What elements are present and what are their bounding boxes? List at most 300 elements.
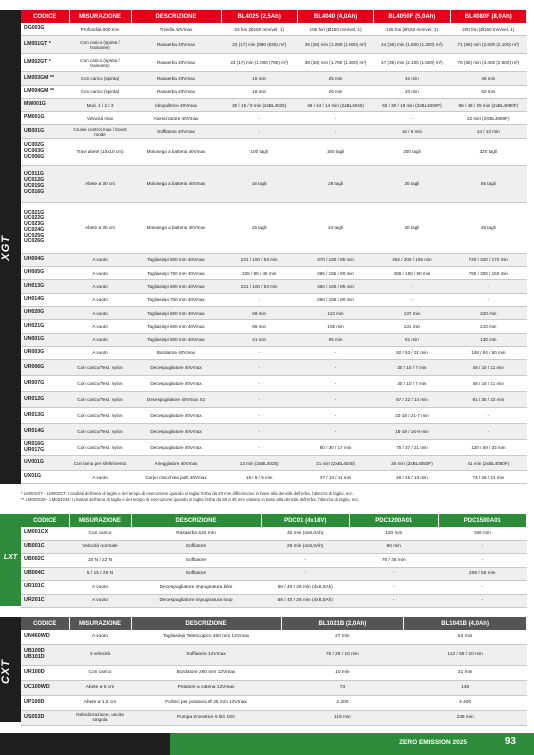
table-cell: 25 min (297, 72, 373, 85)
table-cell: Bordatore 40Vmax (131, 346, 221, 359)
column-header: BL4080F (8,0Ah) (450, 10, 526, 23)
table-cell: 76 (56) min (3.400 (2.500) m²) (450, 54, 526, 72)
column-header: PDC1500A01 (438, 514, 527, 527)
table-cell: 18-19 / 16-9 min (374, 424, 450, 440)
table-row (21, 456, 527, 471)
product-code: UP100D (21, 696, 69, 711)
table-row (21, 440, 527, 456)
table-cell: Decespugliatore 40Vmax (131, 408, 221, 424)
table-cell: 66 min (221, 320, 297, 333)
table-cell: Forbici per potatura Ø 25 mm 12Vmax (131, 696, 281, 711)
page-footer (0, 733, 534, 755)
xgt-runtime-table (21, 10, 527, 484)
table-row (21, 527, 527, 540)
table-cell: 48 / 16 / 11 min (450, 376, 526, 392)
table-cell: 100 tagli (221, 138, 297, 165)
table-cell: Soffiatore 12Vmax (131, 645, 281, 666)
table-cell: - (297, 125, 373, 138)
xgt-logo: XGT (0, 235, 12, 261)
table-cell: 22 (17) min (880 (625) m²) (221, 36, 297, 54)
page-number: 93 (504, 736, 516, 747)
table-cell: 47 (35) min (2.100 (1.500) m²) (374, 54, 450, 72)
table-cell: 31 min (374, 72, 450, 85)
table-row (21, 376, 527, 392)
column-header: BL4050F (5,0Ah) (374, 10, 450, 23)
table-cell: Con carico/Test. nylon (69, 392, 131, 408)
table-cell: 46 / 16 / 13 min (374, 471, 450, 484)
table-cell: 28 min (4x6,0Ah) (261, 540, 350, 554)
table-cell: A vuoto (69, 267, 131, 280)
product-code: UR013G (21, 408, 69, 424)
table-cell: 10 min (281, 666, 404, 681)
table-cell: Tagliasiepi 500 mm 40Vmax (131, 306, 221, 319)
table-cell: 15 N / 22 N (69, 554, 131, 568)
product-code: LM001CX (21, 527, 69, 540)
table-cell: - (297, 392, 373, 408)
table-cell: - (221, 408, 297, 424)
product-code: LM003GM ** (21, 72, 69, 85)
table-cell: 57 / 22 / 14 min (374, 392, 450, 408)
table-row (21, 630, 527, 645)
column-header: MISURAZIONE (69, 514, 131, 527)
table-cell: Pompa irroratrice 5 litri 18V (131, 711, 281, 726)
table-cell: Atomizzatore 40Vmax (131, 112, 221, 125)
table-row (21, 424, 527, 440)
column-header: DESCRIZIONE (131, 10, 221, 23)
product-code: UB001G (21, 125, 69, 138)
table-row (21, 392, 527, 408)
product-code: UC100WD (21, 681, 69, 696)
table-cell: Trivella 40Vmax (131, 23, 221, 36)
table-cell: - (438, 554, 527, 568)
table-cell: 35 (28) min (1.280 (1.000) m²) (297, 36, 373, 54)
table-cell: 137 min (374, 306, 450, 319)
table-cell: Corpo macchina pulti 40Vmax (131, 471, 221, 484)
table-cell: 60 / 30 / 18 min (2xBL4050F) (374, 98, 450, 111)
cxt-runtime-table (21, 617, 527, 726)
table-cell: 76 / 45 min (350, 554, 439, 568)
column-header: BL1041B (4,0Ah) (404, 617, 527, 630)
table-cell: 231 / 100 / 53 min (221, 280, 297, 293)
table-cell: 15 tagli (221, 202, 297, 253)
table-cell: - (438, 581, 527, 595)
table-cell: 210 min (450, 320, 526, 333)
table-cell: Tagliasiepi 600 mm 40Vmax (131, 253, 221, 266)
table-cell: 130 min (450, 333, 526, 346)
table-cell: 69 min (221, 306, 297, 319)
table-cell: - (221, 376, 297, 392)
table-cell: Abete ø 30 cm (69, 202, 131, 253)
table-cell: 22-18 / 21-7 min (374, 408, 450, 424)
table-cell: Soffiatore (131, 540, 261, 554)
product-code: UV001G (21, 456, 69, 471)
table-cell: A vuoto (69, 306, 131, 319)
table-cell: Tagliasiepi 750 mm 40Vmax (131, 293, 221, 306)
table-cell: - (450, 280, 526, 293)
table-cell: 73 (281, 681, 404, 696)
table-cell: 156 min (438, 527, 527, 540)
table-cell: Con carico/Test. nylon (69, 360, 131, 376)
table-cell: - (261, 567, 350, 581)
table-cell: - (221, 360, 297, 376)
table-cell: Soffiatore (131, 567, 261, 581)
table-cell: Tagliasiepi 600 mm 40Vmax (131, 333, 221, 346)
table-cell: - (450, 424, 526, 440)
table-row (21, 54, 527, 72)
table-row (21, 681, 527, 696)
table-cell: 160 tagli (297, 138, 373, 165)
column-header: CODICE (21, 514, 69, 527)
table-cell: 225 / 95 / 45 min (221, 267, 297, 280)
table-cell: 40 min (4x6,0Ah) (261, 527, 350, 540)
cxt-sidebar (0, 617, 21, 722)
product-code: UR003G (21, 346, 69, 359)
table-cell: 200 fori (Ø150 mm/vel. 1) (450, 23, 526, 36)
product-code: UR006G (21, 360, 69, 376)
table-cell: 125 fori (Ø150 mm/vel. 1) (374, 23, 450, 36)
footnote: ** LM003GM - LM004GM: I risultati dell'area di taglio e del tempo di esecuzione quando si taglia l'erba da 50 a 30 mm variano in base alla densità dell'erba, l'altezza di taglio, ecc. (21, 496, 360, 502)
table-row (21, 293, 527, 306)
product-code: PM001G (21, 112, 69, 125)
table-cell: 58 / 40 / 26 min (4x6,0Ah) (261, 594, 350, 608)
table-header (21, 10, 527, 23)
table-cell: 112 / 59 / 20 min (404, 645, 527, 666)
table-cell: 15 min (221, 72, 297, 85)
table-cell: 100 fori (Ø150 mm/vel. 1) (297, 23, 373, 36)
product-code: UN460WD (21, 630, 69, 645)
table-cell: Rasaerba 534 mm (131, 527, 261, 540)
table-cell: Rasaerba 40Vmax (131, 85, 221, 98)
table-cell: - (350, 567, 439, 581)
table-cell: 75 / 25 / 10 min (281, 645, 404, 666)
table-cell: 15 / 6 min (374, 125, 450, 138)
table-cell: 462 / 200 / 106 min (374, 253, 450, 266)
table-cell: 58 / 40 / 26 min (4x6,0Ah) (261, 581, 350, 595)
product-code: UR014G (21, 424, 69, 440)
product-code: UB001C (21, 540, 69, 554)
column-header: PDC01 (4x18V) (261, 514, 350, 527)
product-code: UR100D (21, 666, 69, 681)
table-cell: 238 min (404, 711, 527, 726)
table-row (21, 666, 527, 681)
table-cell: 38 (28) min (1.780 (1.300) m²) (297, 54, 373, 72)
table-cell: 48 tagli (450, 202, 526, 253)
product-code: LM002GT * (21, 54, 69, 72)
table-row (21, 98, 527, 111)
column-header: MISURAZIONE (69, 10, 131, 23)
table-row (21, 85, 527, 98)
footer-stripe (0, 733, 170, 755)
table-cell: - (261, 554, 350, 568)
table-cell: 16 tagli (221, 165, 297, 202)
table-cell: - (297, 346, 373, 359)
table-cell: 44 (36) min (1.600 (1.300) m²) (374, 36, 450, 54)
table-row (21, 696, 527, 711)
table-cell: Abete ø 1,5 cm (69, 696, 131, 711)
table-cell: Con carico (69, 527, 131, 540)
table-cell: 4.400 (404, 696, 527, 711)
table-cell: Con carico (spinta / trainante) (69, 54, 131, 72)
table-header (21, 617, 527, 630)
product-code: LM001GT * (21, 36, 69, 54)
table-cell: 48 / 16 / 11 min (450, 360, 526, 376)
table-cell: Profondità 600 mm (69, 23, 131, 36)
table-cell: 23 (17) min (1.000 (780) m²) (221, 54, 297, 72)
table-cell: 370 / 160 / 85 min (297, 253, 373, 266)
table-cell: 41 min (221, 333, 297, 346)
table-cell: Con carico/Test. nylon (69, 440, 131, 456)
table-row (21, 280, 527, 293)
table-row (21, 567, 527, 581)
table-cell: - (374, 293, 450, 306)
table-cell: 5 / 15 / 25 N (69, 567, 131, 581)
table-cell: Abete ø 30 cm (69, 165, 131, 202)
product-code: UH020G (21, 306, 69, 319)
table-cell: 120 min (350, 527, 439, 540)
table-cell: Decespugliatore impugnatura loop (131, 594, 261, 608)
table-cell: 148 / 84 / 50 min (450, 346, 526, 359)
table-cell: Decespugliatore 40Vmax (131, 424, 221, 440)
table-row (21, 23, 527, 36)
table-cell: Decespugliatore 40Vmax X2 (131, 392, 221, 408)
footnotes (21, 491, 527, 503)
table-cell: Con carico (spinta) (69, 85, 131, 98)
table-cell: - (450, 408, 526, 424)
table-cell: A vuoto (69, 346, 131, 359)
table-cell: A vuoto (69, 280, 131, 293)
column-header: DESCRIZIONE (131, 617, 281, 630)
table-row (21, 36, 527, 54)
cxt-logo: CXT (0, 659, 12, 684)
product-code: UN001G (21, 333, 69, 346)
table-row (21, 346, 527, 359)
table-cell: 52 min (450, 85, 526, 98)
table-cell: 208 / 55 min (438, 567, 527, 581)
lxt-runtime-table (21, 514, 527, 608)
table-cell: Rasaerba 40Vmax (131, 54, 221, 72)
table-cell: 16 min (221, 85, 297, 98)
table-cell: 27 min (281, 630, 404, 645)
column-header: CODICE (21, 617, 69, 630)
column-header: DESCRIZIONE (131, 514, 261, 527)
table-cell: 21 min (2xBL4040) (297, 456, 373, 471)
table-cell: 21 min (404, 666, 527, 681)
table-row (21, 202, 527, 253)
table-cell: Motosega a batteria 40Vmax (131, 202, 221, 253)
table-row (21, 645, 527, 666)
product-code: UH013G (21, 280, 69, 293)
table-cell: Decespugliatore 40Vmax (131, 440, 221, 456)
table-row (21, 320, 527, 333)
table-row (21, 594, 527, 608)
product-code: UH021G (21, 320, 69, 333)
table-cell: 26 min (2xBL4050F) (374, 456, 450, 471)
product-code: UB100D UB101D (21, 645, 69, 666)
table-cell: Rasaerba 40Vmax (131, 36, 221, 54)
table-cell: 360 / 155 / 80 min (297, 293, 373, 306)
product-code: UR201C (21, 594, 69, 608)
table-cell: 119 min (281, 711, 404, 726)
table-cell: 360 / 160 / 85 min (297, 280, 373, 293)
table-cell: Velocità normale (69, 540, 131, 554)
table-cell: 131 min (374, 320, 450, 333)
xgt-sidebar (0, 10, 21, 484)
table-cell: 92 / 53 / 31 min (374, 346, 450, 359)
table-cell: 455 / 150 / 90 min (374, 267, 450, 280)
table-cell: 760 / 300 / 150 min (450, 267, 526, 280)
table-cell: 65 min (297, 333, 373, 346)
table-cell: Bordatore 260 mm 12Vmax (131, 666, 281, 681)
table-cell: Velocità max (69, 112, 131, 125)
table-cell: 81 min (374, 333, 450, 346)
table-cell: A vuoto (69, 630, 131, 645)
table-cell: Rasaerba 40Vmax (131, 72, 221, 85)
product-code: MW001G (21, 98, 69, 111)
table-row (21, 333, 527, 346)
table-cell: - (350, 581, 439, 595)
table-cell: 24 / 13 min (450, 125, 526, 138)
table-cell: A vuoto (69, 320, 131, 333)
table-row (21, 267, 527, 280)
table-cell: Con carico (spinta / trainante) (69, 36, 131, 54)
product-code: UC002G UC003G UC006G (21, 138, 69, 165)
table-cell: - (221, 392, 297, 408)
table-cell: 365 / 155 / 80 min (297, 267, 373, 280)
footnote: * LM001GT - LM002GT: I risultati dell'area di taglio e del tempo di esecuzione quando si taglia l'erba da 20 mm differiscono in base alla densità dell'erba, l'altezza di taglio, ecc. (21, 491, 354, 496)
table-cell: 18 / 8 / 6 min (221, 471, 297, 484)
table-row (21, 408, 527, 424)
table-cell: Nebulizzazione, uscita singola (69, 711, 131, 726)
table-cell: 146 (404, 681, 527, 696)
product-code: UR101C (21, 581, 69, 595)
table-cell: Soffiatore 40Vmax (131, 125, 221, 138)
table-header (21, 514, 527, 527)
table-cell: 740 / 320 / 170 min (450, 253, 526, 266)
table-cell: 90 min (350, 540, 439, 554)
table-row (21, 112, 527, 125)
table-cell: Con carico/Test. nylon (69, 376, 131, 392)
product-code: US053D (21, 711, 69, 726)
product-code: DG003G (21, 23, 69, 36)
table-row (21, 471, 527, 484)
product-code: UH005G (21, 267, 69, 280)
column-header: CODICE (21, 10, 69, 23)
table-cell: A vuoto (69, 471, 131, 484)
product-code: UR016G UR017G (21, 440, 69, 456)
table-row (21, 360, 527, 376)
table-cell: - (221, 346, 297, 359)
table-cell: 74 / 26 / 21 min (450, 471, 526, 484)
table-cell: Motosega a batteria 40Vmax (131, 165, 221, 202)
table-cell: 37 / 13 / 11 min (297, 471, 373, 484)
table-cell: - (297, 376, 373, 392)
table-cell: - (221, 125, 297, 138)
column-header: BL4040 (4,0Ah) (297, 10, 373, 23)
table-row (21, 253, 527, 266)
table-cell: 75 / 37 / 21 min (374, 440, 450, 456)
table-cell: Decespugliatore impugnatura bike (131, 581, 261, 595)
table-cell: Idropulitrice 40Vmax (131, 98, 221, 111)
table-cell: - (221, 293, 297, 306)
table-cell: Mod. 1 / 2 / 3 (69, 98, 131, 111)
table-cell: 3 velocità (69, 645, 131, 666)
table-cell: 53 min (404, 630, 527, 645)
table-row (21, 554, 527, 568)
table-cell: 105 min (297, 320, 373, 333)
table-row (21, 540, 527, 554)
table-cell: Abete ø 5 cm (69, 681, 131, 696)
product-code: UB002C (21, 554, 69, 568)
table-cell: 49 min (450, 72, 526, 85)
table-row (21, 581, 527, 595)
table-cell: 200 tagli (374, 138, 450, 165)
table-cell: A vuoto (69, 581, 131, 595)
table-cell: 231 / 100 / 53 min (221, 253, 297, 266)
table-cell: A vuoto (69, 333, 131, 346)
table-cell: - (450, 293, 526, 306)
table-cell: - (350, 594, 439, 608)
product-code: UH004G (21, 253, 69, 266)
table-cell: Con carico (spinta) (69, 72, 131, 85)
table-cell: - (221, 440, 297, 456)
table-cell: - (297, 112, 373, 125)
footer-brand: ZERO EMISSION 2025 (399, 739, 467, 746)
table-cell: Decespugliatore 40Vmax (131, 360, 221, 376)
product-code: UH014G (21, 293, 69, 306)
table-cell: 120 / 59 / 33 min (450, 440, 526, 456)
table-cell: 29 tagli (297, 165, 373, 202)
table-row (21, 72, 527, 85)
table-cell: - (221, 112, 297, 125)
table-cell: 13 min (2xBL4025) (221, 456, 297, 471)
table-cell: Con carico (69, 666, 131, 681)
table-row (21, 711, 527, 726)
table-cell: Con carico/Test. nylon (69, 424, 131, 440)
table-cell: Tagliasiepi 600 mm 40Vmax (131, 320, 221, 333)
table-cell: - (374, 112, 450, 125)
table-cell: 22 min (2XBL4080F) (450, 112, 526, 125)
table-cell: Tagliasiepi 600 mm 40Vmax (131, 280, 221, 293)
table-cell: Con carico/Test. nylon (69, 408, 131, 424)
product-code: UX01G (21, 471, 69, 484)
product-code: UC021G UC022G UC023G UC024G UC025G UC026G (21, 202, 69, 253)
table-cell: 56 tagli (450, 165, 526, 202)
table-cell: Soffiatore (131, 554, 261, 568)
table-cell: Con lama per sfeltrimento (69, 456, 131, 471)
table-cell: 220 min (450, 306, 526, 319)
product-code: UR007G (21, 376, 69, 392)
table-cell: 71 (58) min (2.600 (2.100) m²) (450, 36, 526, 54)
table-cell: 24 tagli (297, 202, 373, 253)
table-cell: 26 min (297, 85, 373, 98)
table-cell: 110 min (297, 306, 373, 319)
product-code: LM004GM ** (21, 85, 69, 98)
product-code: UC011G UC012G UC015G UC016G (21, 165, 69, 202)
table-cell: 33 min (374, 85, 450, 98)
table-cell: 2.200 (281, 696, 404, 711)
table-cell: - (374, 280, 450, 293)
table-cell: Tagliasiepi 750 mm 40Vmax (131, 267, 221, 280)
table-cell: 320 tagli (450, 138, 526, 165)
table-row (21, 125, 527, 138)
table-cell: A vuoto (69, 253, 131, 266)
lxt-sidebar (0, 514, 21, 606)
table-cell: 48 / 24 / 14 min (2xBL4040) (297, 98, 373, 111)
table-cell: Arieggiatore 40Vmax (131, 456, 221, 471)
table-cell: Motosega a batteria 40Vmax (131, 138, 221, 165)
table-cell: - (297, 424, 373, 440)
table-cell: 30 / 15 / 9 min (2xBL4025) (221, 98, 297, 111)
